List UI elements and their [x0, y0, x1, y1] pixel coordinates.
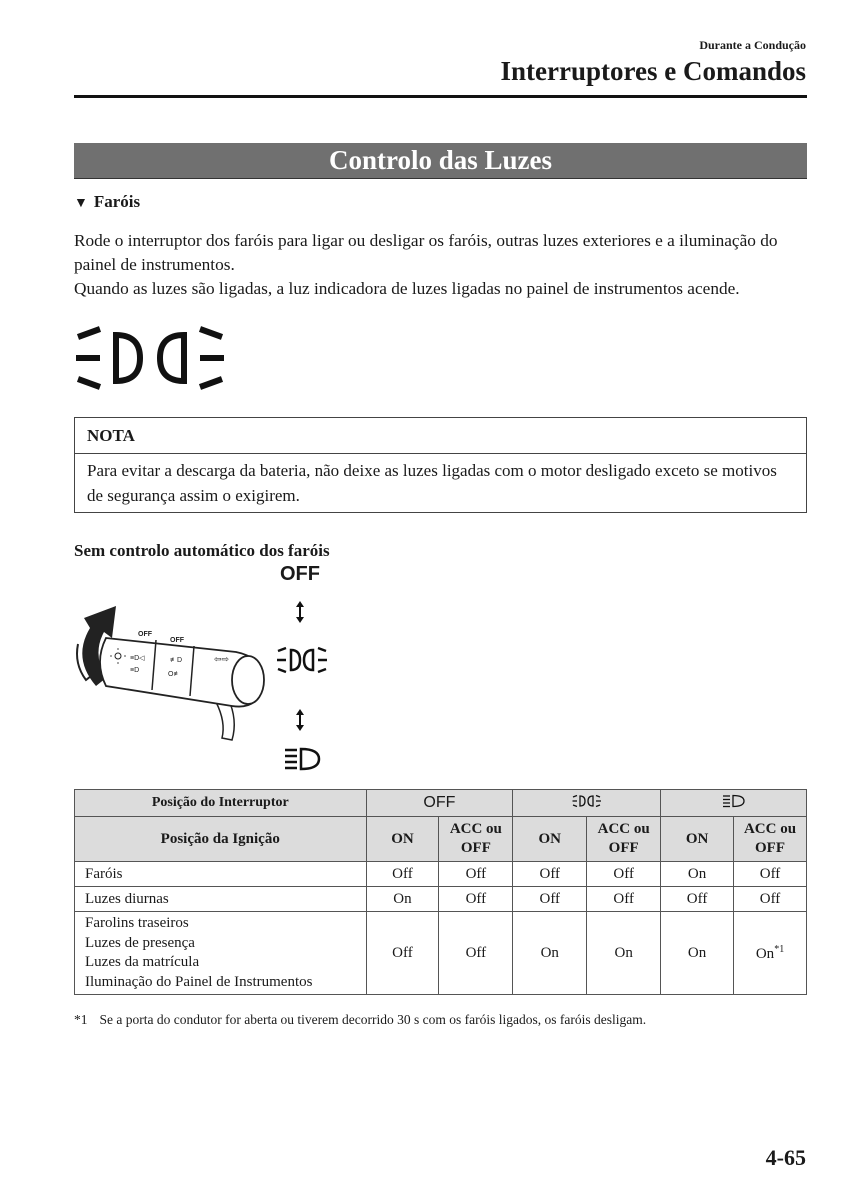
switch-position-lights-header [513, 790, 661, 817]
table-cell: Off [439, 862, 513, 887]
paragraph-switch-usage: Rode o interruptor dos faróis para ligar ou desligar os faróis, outras luzes exteriores e a iluminação do painel de instrumentos. [74, 231, 778, 274]
switch-off-header: OFF [366, 790, 513, 817]
row-label: Faróis [75, 862, 367, 887]
chapter-label: Durante a Condução [699, 38, 806, 52]
table-cell: Off [734, 862, 807, 887]
page-number: 4-65 [765, 1145, 806, 1170]
position-lights-icon [76, 325, 226, 396]
footnote [74, 1012, 646, 1028]
row-label: Farolins traseiros Luzes de presença Luzes da matrícula Iluminação do Painel de Instrumentos [75, 912, 367, 995]
ignition-position-header: Posição da Ignição [75, 817, 367, 862]
triangle-marker-icon: ▼ [74, 196, 88, 211]
figure-heading: Sem controlo automático dos faróis [74, 541, 330, 560]
table-cell: On [587, 912, 661, 995]
ignition-acc-header: ACC ou OFF [587, 817, 661, 862]
table-cell: On [513, 912, 587, 995]
footnote-mark: *1 [74, 1012, 88, 1027]
lever-off-label-1: OFF [138, 631, 152, 638]
table-header-row [75, 817, 807, 862]
table-row [75, 887, 807, 912]
paragraph-indicator: Quando as luzes são ligadas, a luz indicadora de luzes ligadas no painel de instrumentos acende. [74, 279, 740, 298]
position-lights-icon [276, 646, 328, 679]
table-header-row [75, 790, 807, 817]
header-divider [74, 95, 807, 98]
table-cell: Off [513, 887, 587, 912]
table-cell: Off [366, 862, 439, 887]
headlight-icon [283, 746, 323, 777]
page-title: Interruptores e Comandos [500, 56, 806, 86]
headlight-icon [722, 794, 746, 808]
section-title: Controlo das Luzes [74, 143, 807, 179]
ignition-on-header: ON [513, 817, 587, 862]
table-cell: Off [734, 887, 807, 912]
svg-text:⇦⇨: ⇦⇨ [214, 654, 230, 664]
table-cell: Off [587, 862, 661, 887]
row-label: Luzes diurnas [75, 887, 367, 912]
switch-position-header: Posição do Interruptor [75, 790, 367, 817]
switch-headlight-header [661, 790, 807, 817]
table-cell: Off [587, 887, 661, 912]
double-arrow-icon [294, 709, 306, 736]
note-title: NOTA [75, 418, 806, 454]
note-box [74, 417, 807, 513]
footnote-text: Se a porta do condutor for aberta ou tiverem decorrido 30 s com os faróis ligados, os faróis desligam. [99, 1012, 647, 1027]
lever-off-label-2: OFF [170, 637, 184, 644]
footnote-ref: *1 [774, 943, 785, 955]
ignition-acc-header: ACC ou OFF [734, 817, 807, 862]
table-cell: Off [439, 887, 513, 912]
table-cell: Off [661, 887, 734, 912]
ignition-on-header: ON [366, 817, 439, 862]
table-cell: On [661, 862, 734, 887]
double-arrow-icon [294, 601, 306, 628]
lighting-status-table [74, 789, 807, 995]
subsection-heading-text: Faróis [93, 192, 141, 211]
ignition-acc-header: ACC ou OFF [439, 817, 513, 862]
ignition-on-header: ON [661, 817, 734, 862]
svg-text:≡D◁: ≡D◁ [130, 655, 145, 662]
table-cell: Off [366, 912, 439, 995]
note-text: Para evitar a descarga da bateria, não deixe as luzes ligadas com o motor desligado exceto se motivos de segurança assim o exigirem. [87, 461, 777, 505]
table-cell: On$^{*1}$ [734, 912, 807, 995]
position-lights-icon [572, 794, 602, 808]
subsection-heading [74, 192, 140, 212]
table-cell: Off [439, 912, 513, 995]
svg-text:≢D: ≢D [170, 657, 183, 664]
table-cell: On [661, 912, 734, 995]
table-row [75, 912, 807, 995]
table-cell: On [366, 887, 439, 912]
svg-text:O≢: O≢ [168, 671, 181, 678]
light-switch-lever-illustration [66, 598, 276, 748]
off-position-label: OFF [280, 563, 320, 585]
svg-text:≡D: ≡D [130, 667, 140, 674]
table-row [75, 862, 807, 887]
table-cell: Off [513, 862, 587, 887]
